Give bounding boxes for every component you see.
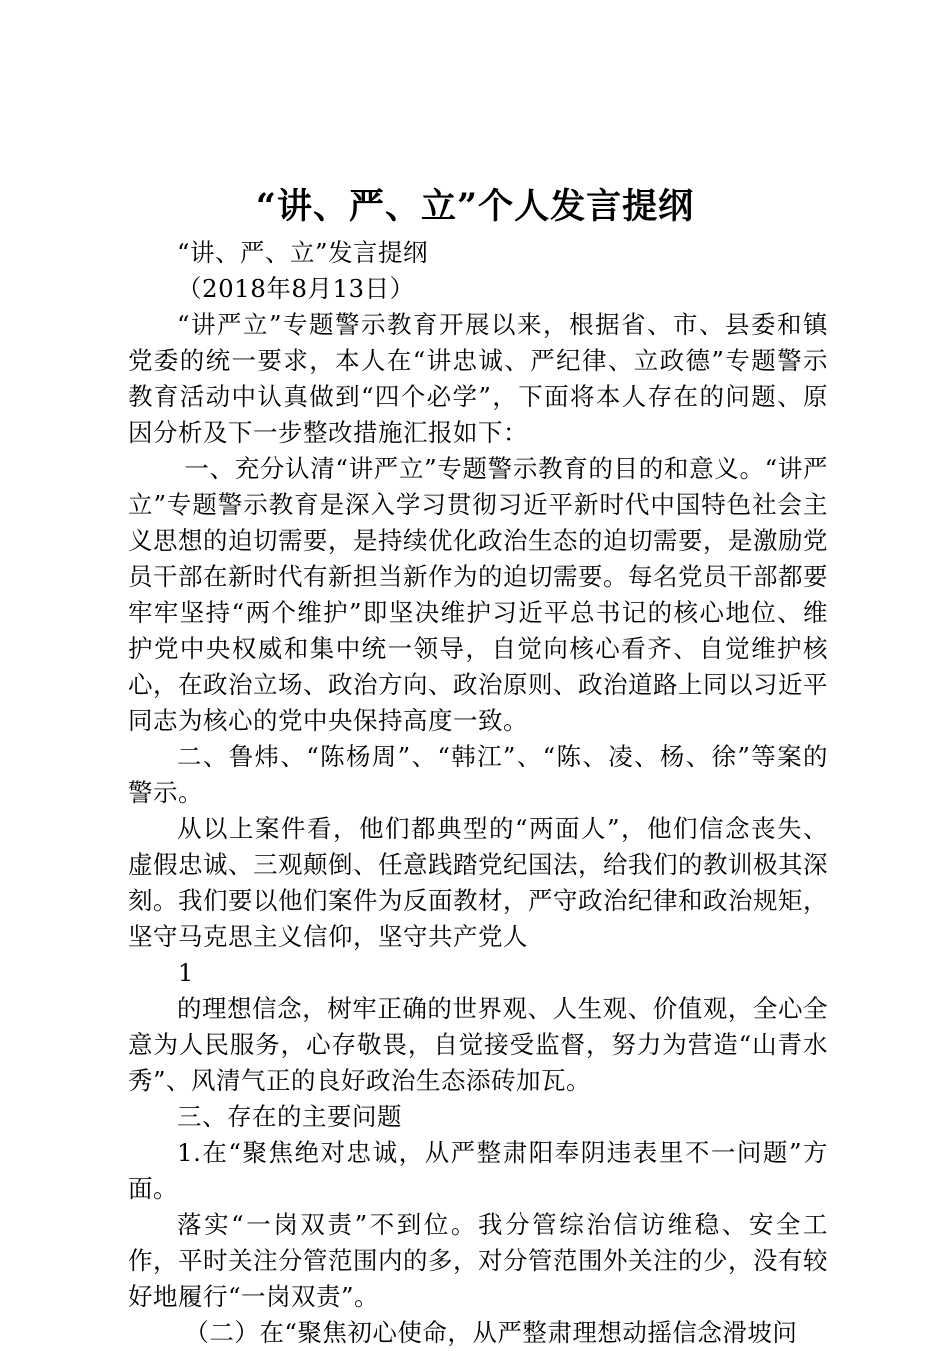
paragraph-continuation: 的理想信念，树牢正确的世界观、人生观、价值观，全心全意为人民服务，心存敬畏，自觉接受监督，努力为营造“山青水秀”、风清气正的良好政治生态添砖加瓦。 (128, 994, 828, 1095)
paragraph-cases: 从以上案件看，他们都典型的“两面人”，他们信念丧失、虚假忠诚、三观颠倒、任意践踏党纪国法，给我们的教训极其深刻。我们要以他们案件为反面教材，严守政治纪律和政治规矩，坚守马克思主义信仰，坚守共产党人 (128, 814, 828, 951)
paragraph-responsibility: 落实“一岗双责”不到位。我分管综治信访维稳、安全工作，平时关注分管范围内的多，对分管范围外关注的少，没有较好地履行“一岗双责”。 (128, 1210, 828, 1311)
page-number: 1 (178, 959, 194, 987)
paragraph-item-1: 1.在“聚焦绝对忠诚，从严整肃阳奉阴违表里不一问题”方面。 (128, 1138, 828, 1203)
paragraph-date: （2018年8月13日） (177, 274, 415, 303)
document-body (128, 235, 828, 1351)
document-title: “讲、严、立”个人发言提纲 (255, 186, 695, 227)
paragraph-item-2: （二）在“聚焦初心使命，从严整肃理想动摇信念滑坡问 (184, 1318, 798, 1347)
paragraph-section-1: 一、充分认清“讲严立”专题警示教育的目的和意义。“讲严立”专题警示教育是深入学习贯彻习近平新时代中国特色社会主义思想的迫切需要，是持续优化政治生态的迫切需要，是激励党员干部在新时代有新担当新作为的迫切需要。每名党员干部都要牢牢坚持“两个维护”即坚决维护习近平总书记的核心地位、维护党中央权威和集中统一领导，自觉向核心看齐、自觉维护核心，在政治立场、政治方向、政治原则、政治道路上同以习近平同志为核心的党中央保持高度一致。 (128, 454, 828, 735)
paragraph-subtitle: “讲、严、立”发言提纲 (177, 238, 429, 267)
paragraph-intro: “讲严立”专题警示教育开展以来，根据省、市、县委和镇党委的统一要求，本人在“讲忠诚、严纪律、立政德”专题警示教育活动中认真做到“四个必学”，下面将本人存在的问题、原因分析及下一步整改措施汇报如下： (128, 310, 828, 447)
paragraph-section-3: 三、存在的主要问题 (177, 1102, 402, 1131)
paragraph-section-2: 二、鲁炜、“陈杨周”、“韩江”、“陈、凌、杨、徐”等案的警示。 (128, 742, 828, 807)
